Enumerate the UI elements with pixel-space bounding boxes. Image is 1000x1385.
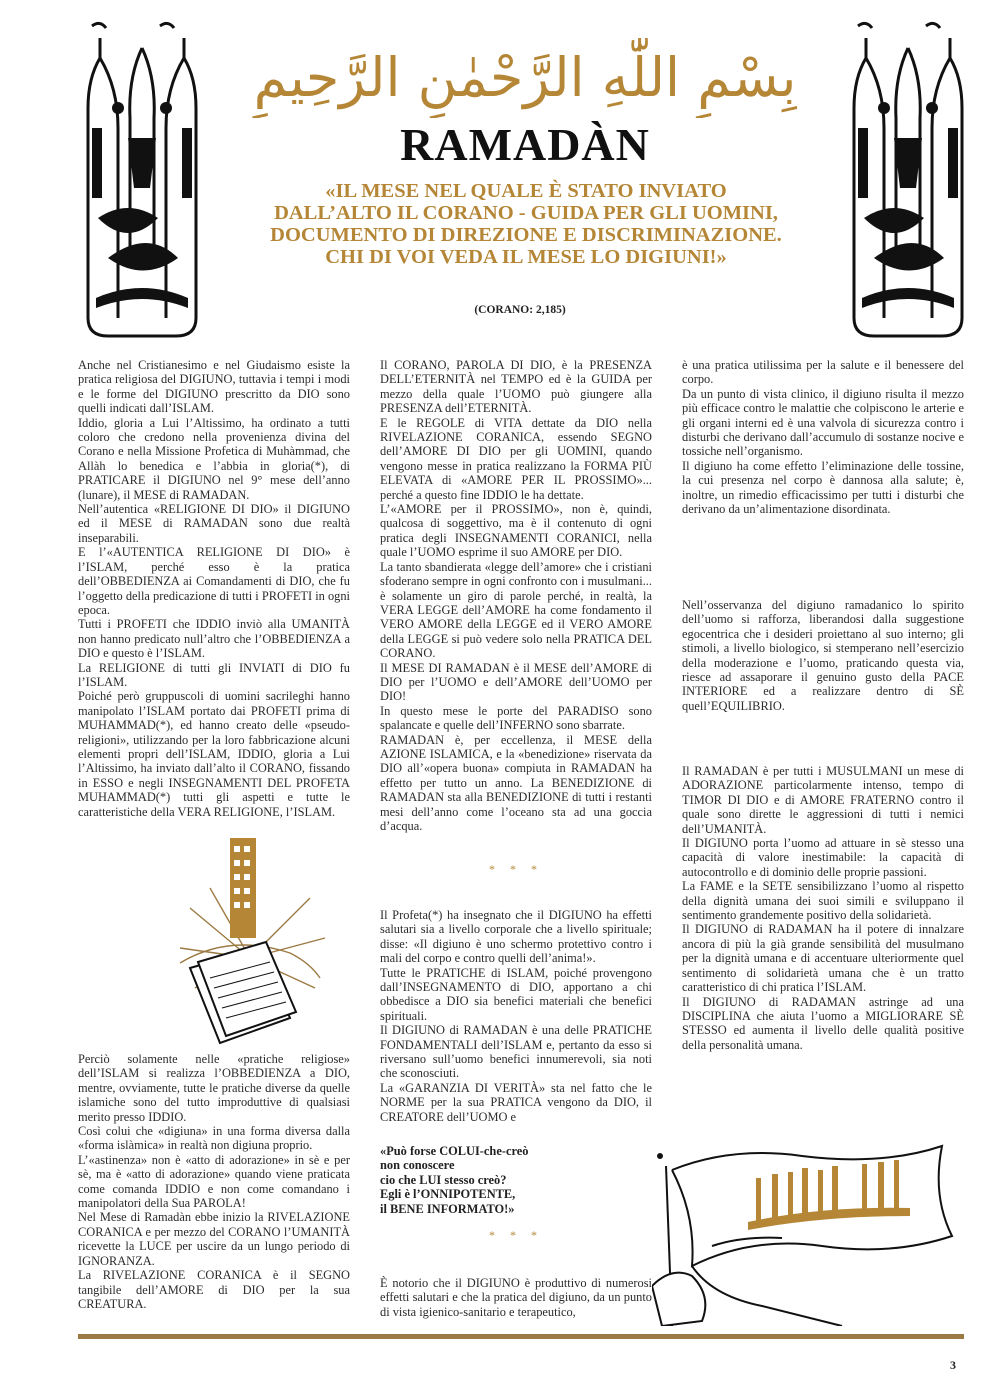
paragraph: Il DIGIUNO di RAMADAN è una delle PRATICHE FONDAMENTALI dell’ISLAM e, pertanto da esso si riversano sull’uomo benefici innumerevoli, sia noti che sconosciuti. <box>380 1023 652 1081</box>
paragraph: Tutte le PRATICHE di ISLAM, poiché provengono dall’INSEGNAMENTO di DIO, apportano a chi obbedisce a DIO sia benefici materiali che benefici spirituali. <box>380 965 652 1023</box>
section-separator: * * * <box>489 1228 543 1242</box>
quran-book-icon <box>150 838 350 1048</box>
quran-quote <box>232 180 820 268</box>
paragraph: Il DIGIUNO porta l’uomo ad attuare in sè stesso una capacità di valore inestimabile: la capacità di autocontrollo e di dominio delle proprie passioni. <box>682 836 964 879</box>
paragraph: Tutti i PROFETI che IDDIO inviò alla UMANITÀ non hanno predicato null’altro che l’OBBEDIENZA a DIO e questo è l’ISLAM. <box>78 617 350 661</box>
paragraph: Iddio, gloria a Lui l’Altissimo, ha ordinato a tutti coloro che credono nella provenienza divina del Corano e nella Missione Profetica di Muhàmmad, che Allàh lo benedica e l’abbia in gloria(*), di PRATICARE il DIGIUNO nel 9° mese dell’anno (lunare), il MESE di RAMADAN. <box>78 415 350 502</box>
paragraph: Anche nel Cristianesimo e nel Giudaismo esiste la pratica religiosa del DIGIUNO, tuttavia i tempi i modi e le forme del DIGIUNO prescritto da DIO sono quelli indicati dall’ISLAM. <box>78 358 350 416</box>
paragraph: Nell’osservanza del digiuno ramadanico lo spirito dell’uomo si rafforza, liberandosi dalla suggestione egocentrica che i desideri proiettano al suo interno; gli stimoli, a livello biologico, si stemperano nell’esercizio della moderazione e l’uomo, praticando questa via, riesce ad assaporare il genuino gusto della PACE INTERIORE ed a realizzare dentro di SÈ quell’EQUILIBRIO. <box>682 598 964 713</box>
column-2-middle <box>380 908 652 1124</box>
paragraph: E le REGOLE di VITA dettate da DIO nella RIVELAZIONE CORANICA, essendo SEGNO dell’AMORE DI DIO per gli UOMINI, quando vengono messe in pratica realizzano la FORMA PIÙ ELEVATA di «AMORE PER IL PROSSIMO»... perché a questo fine IDDIO le ha dettate. <box>380 415 652 502</box>
column-3-bottom <box>682 764 964 1052</box>
quote-line: Egli è l’ONNIPOTENTE, <box>380 1187 516 1202</box>
quote-line: «IL MESE NEL QUALE È STATO INVIATO <box>325 180 727 202</box>
calligraphy-ornament-icon <box>78 18 206 344</box>
column-2-top <box>380 358 652 833</box>
paragraph: Nel Mese di Ramadàn ebbe inizio la RIVELAZIONE CORANICA e per mezzo del CORANO l’UMANITÀ ricevette la LUCE per uscire da un lungo periodo di IGNORANZA. <box>78 1210 350 1268</box>
page-title: RAMADÀN <box>400 119 650 170</box>
basmala-calligraphy: بِسْمِ اللّٰهِ الرَّحْمٰنِ الرَّحِيمِ <box>253 46 797 109</box>
column-1-bottom <box>78 1052 350 1311</box>
paragraph: In questo mese le porte del PARADISO sono spalancate e quelle dell’INFERNO sono sbarrate. <box>380 703 652 733</box>
column-3-top <box>682 358 964 516</box>
paragraph: Poiché però gruppuscoli di uomini sacrileghi hanno manipolato l’ISLAM portato dai PROFETI prima di MUHAMMAD(*), ed hanno creato delle «pseudo-religioni», utilizzando per la loro fabbricazione alcuni elementi propri dell’ISLAM, IDDIO, gloria a Lui l’Altissimo, ha inviato dall’alto il CORANO, fissando in ESSO e negli INSEGNAMENTI DEL PROFETA MUHAMMAD(*) tutti gli aspetti e tutte le caratteristiche della VERA RELIGIONE, l’ISLAM. <box>78 689 350 819</box>
quote-line: CHI DI VOI VEDA IL MESE LO DIGIUNI!» <box>325 246 727 268</box>
paragraph: La RELIGIONE di tutti gli INVIATI di DIO fu l’ISLAM. <box>78 660 350 689</box>
paragraph: Il digiuno ha come effetto l’eliminazione delle tossine, la cui presenza nel corpo è dannosa alla salute; è, inoltre, un rimedio efficacissimo per tutti i disturbi che derivano da un’alimentazione disordinata. <box>682 458 964 517</box>
page-number: 3 <box>950 1358 956 1372</box>
paragraph: E l’«AUTENTICA RELIGIONE DI DIO» è l’ISLAM, perché esso è la pratica dell’OBBEDIENZA ai Comandamenti di DIO, che fu l’oggetto della predicazione di tutti i PROFETI in ogni epoca. <box>78 545 350 617</box>
paragraph: Nell’autentica «RELIGIONE DI DIO» il DIGIUNO ed il MESE di RAMADAN sono due realtà inseparabili. <box>78 502 350 545</box>
bold-quote <box>380 1144 652 1216</box>
paragraph: L’«astinenza» non è «atto di adorazione» in sè e per sè, ma è «atto di adorazione» quando viene praticata come comanda IDDIO e non come comandano i manipolatori della Sua PAROLA! <box>78 1152 350 1211</box>
paragraph: La «GARANZIA DI VERITÀ» sta nel fatto che le NORME per la sua PRATICA vengono da DIO, il CREATORE dell’UOMO e <box>380 1080 652 1124</box>
column-2-bottom <box>380 1276 652 1319</box>
paragraph: RAMADAN è, per eccellenza, il MESE della AZIONE ISLAMICA, e la «benedizione» riservata da DIO all’«opera buona» compiuta in RAMADAN ha effetto per tutto un anno. La BENEDIZIONE di RAMADAN sta alla BENEDIZIONE di tutti i restanti mesi dell’anno come l’oceano sta ad una goccia d’acqua. <box>380 732 652 833</box>
paragraph: Il RAMADAN è per tutti i MUSULMANI un mese di ADORAZIONE particolarmente intenso, tempo di TIMOR DI DIO e di AMORE FRATERNO contro il quale sono dirette le aggressioni di tutti i nemici dell’UMANITÀ. <box>682 764 964 836</box>
section-separator: * * * <box>489 862 543 876</box>
paragraph: Da un punto di vista clinico, il digiuno risulta il mezzo più efficace contro le malattie che colpiscono le arterie e gli organi interni ed è una valvola di sicurezza contro i disturbi che derivano dall’accumulo di sostanze nocive e tossiche nell’organismo. <box>682 386 964 459</box>
paragraph: La tanto sbandierata «legge dell’amore» che i cristiani sfoderano sempre in ogni confronto con i musulmani... è solamente un giro di parole perché, in realtà, la VERA LEGGE dell’AMORE ha come fondamento il VERO AMORE della LEGGE ed il VERO AMORE della LEGGE si può vedere solo nella PRATICA DEL CORANO. <box>380 559 652 661</box>
quote-line: DOCUMENTO DI DIREZIONE E DISCRIMINAZIONE. <box>270 224 782 246</box>
paragraph: Perciò solamente nelle «pratiche religiose» dell’ISLAM si realizza l’OBBEDIENZA a DIO, mentre, ovviamente, tutte le pratiche diverse da quelle islamiche sono del tutto improduttive di qualsiasi merito presso IDDIO. <box>78 1052 350 1124</box>
paragraph: è una pratica utilissima per la salute e il benessere del corpo. <box>682 358 964 387</box>
shahada-flag-icon <box>652 1126 968 1326</box>
calligraphy-ornament-icon <box>844 18 972 344</box>
column-3-middle <box>682 598 964 713</box>
quote-line: non conoscere <box>380 1158 455 1173</box>
quote-line: cio che LUI stesso creò? <box>380 1172 507 1187</box>
paragraph: Il DIGIUNO di RADAMAN ha il potere di innalzare ancora di più la già grande sensibilità del musulmano per la dignità umana e di accentuare ulteriormente quel sentimento di solidarietà umana che è un tratto caratteristico di chi pratica l’ISLAM. <box>682 922 964 995</box>
paragraph: La RIVELAZIONE CORANICA è il SEGNO tangibile dell’AMORE di DIO per la sua CREATURA. <box>78 1268 350 1311</box>
footer-rule <box>78 1334 964 1339</box>
quote-line: DALL’ALTO IL CORANO - GUIDA PER GLI UOMINI, <box>274 202 778 224</box>
paragraph: La FAME e la SETE sensibilizzano l’uomo al rispetto della dignità umana dei suoi simili e sviluppano il sentimento grandemente positivo della solidarietà. <box>682 879 964 923</box>
paragraph: Il DIGIUNO di RADAMAN astringe ad una DISCIPLINA che aiuta l’uomo a MIGLIORARE SÈ STESSO ed aumenta il livello delle qualità positive della personalità umana. <box>682 994 964 1052</box>
paragraph: Il Profeta(*) ha insegnato che il DIGIUNO ha effetti salutari sia a livello corporale che a livello spirituale; disse: «Il digiuno è uno schermo protettivo contro i mali del corpo e contro quelli dell’anima!». <box>380 908 652 966</box>
paragraph: Il CORANO, PAROLA DI DIO, è la PRESENZA DELL’ETERNITÀ nel TEMPO ed è la GUIDA per mezzo della quale l’UOMO può giungere alla PRESENZA dell’ETERNITÀ. <box>380 358 652 416</box>
paragraph: Così colui che «digiuna» in una forma diversa dalla «forma islàmica» in realtà non digiuna proprio. <box>78 1124 350 1153</box>
column-1-top <box>78 358 350 819</box>
quote-reference: (CORANO: 2,185) <box>474 304 566 316</box>
quote-line: «Può forse COLUI-che-creò <box>380 1144 529 1158</box>
paragraph: Il MESE DI RAMADAN è il MESE dell’AMORE di DIO per l’UOMO e dell’AMORE dell’UOMO per DIO! <box>380 660 652 704</box>
quote-line: il BENE INFORMATO!» <box>380 1201 515 1216</box>
paragraph: L’«AMORE per il PROSSIMO», non è, quindi, qualcosa di soggettivo, ma è il contenuto di ogni pratica degli INSEGNAMENTI CORANICI, nella quale l’UOMO esprime il suo AMORE per DIO. <box>380 502 652 560</box>
paragraph: È notorio che il DIGIUNO è produttivo di numerosi effetti salutari e che la pratica del digiuno, da un punto di vista igienico-sanitario e terapeutico, <box>380 1276 652 1319</box>
